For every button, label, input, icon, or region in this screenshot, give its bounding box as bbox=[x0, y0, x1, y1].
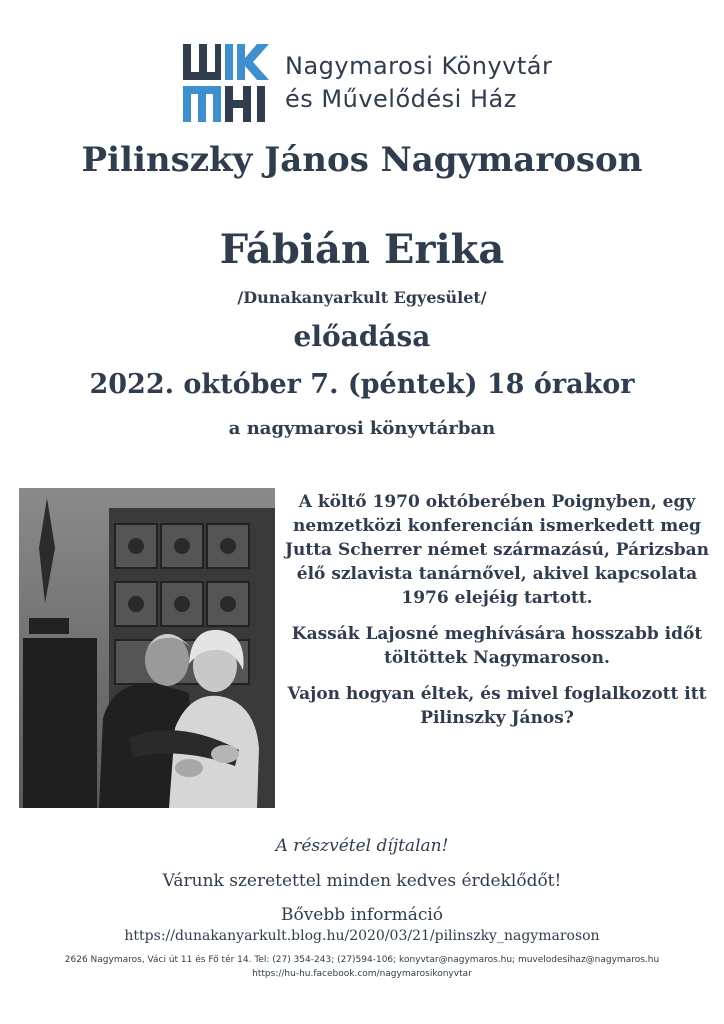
contact-details: 2626 Nagymaros, Váci út 11 és Fő tér 14. Tel: (27) 354-243; (27)594-106; konyvtar@nagymaros.hu; muvelodesihaz@nagymaros.hu bbox=[64, 955, 660, 965]
welcome-text: Várunk szeretettel minden kedves érdeklődőt! bbox=[162, 871, 562, 891]
info-url-link[interactable]: https://dunakanyarkult.blog.hu/2020/03/21/pilinszky_nagymaroson bbox=[124, 928, 600, 944]
event-title: Pilinszky János Nagymaroson bbox=[81, 140, 643, 180]
couple-photo bbox=[19, 488, 275, 808]
event-datetime: 2022. október 7. (péntek) 18 órakor bbox=[89, 369, 635, 400]
org-name-line2: és Művelődési Ház bbox=[285, 85, 517, 113]
description-paragraph: A költő 1970 októberében Poignyben, egy nemzetközi konferencián ismerkedett meg Jutta Scherrer német származású, Párizsban élő szlavista tanárnővel, akivel kapcsolata 1976 elejéig tartott. bbox=[284, 492, 710, 608]
description-paragraph: Kassák Lajosné meghívására hosszabb időt töltöttek Nagymaroson. bbox=[291, 624, 703, 668]
speaker-affiliation: /Dunakanyarkult Egyesület/ bbox=[237, 288, 487, 307]
lecture-label: előadása bbox=[293, 320, 431, 353]
nkmh-logo-icon bbox=[181, 42, 271, 124]
event-description bbox=[282, 490, 712, 742]
org-name-line1: Nagymarosi Könyvtár bbox=[285, 52, 553, 80]
event-venue: a nagymarosi könyvtárban bbox=[228, 418, 496, 439]
facebook-link[interactable]: https://hu-hu.facebook.com/nagymarosikonyvtar bbox=[252, 969, 472, 979]
free-admission-note: A részvétel díjtalan! bbox=[275, 836, 449, 856]
speaker-name: Fábián Erika bbox=[219, 226, 505, 273]
description-paragraph: Vajon hogyan éltek, és mivel foglalkozott itt Pilinszky János? bbox=[287, 684, 707, 728]
more-info-label: Bővebb információ bbox=[280, 905, 444, 925]
